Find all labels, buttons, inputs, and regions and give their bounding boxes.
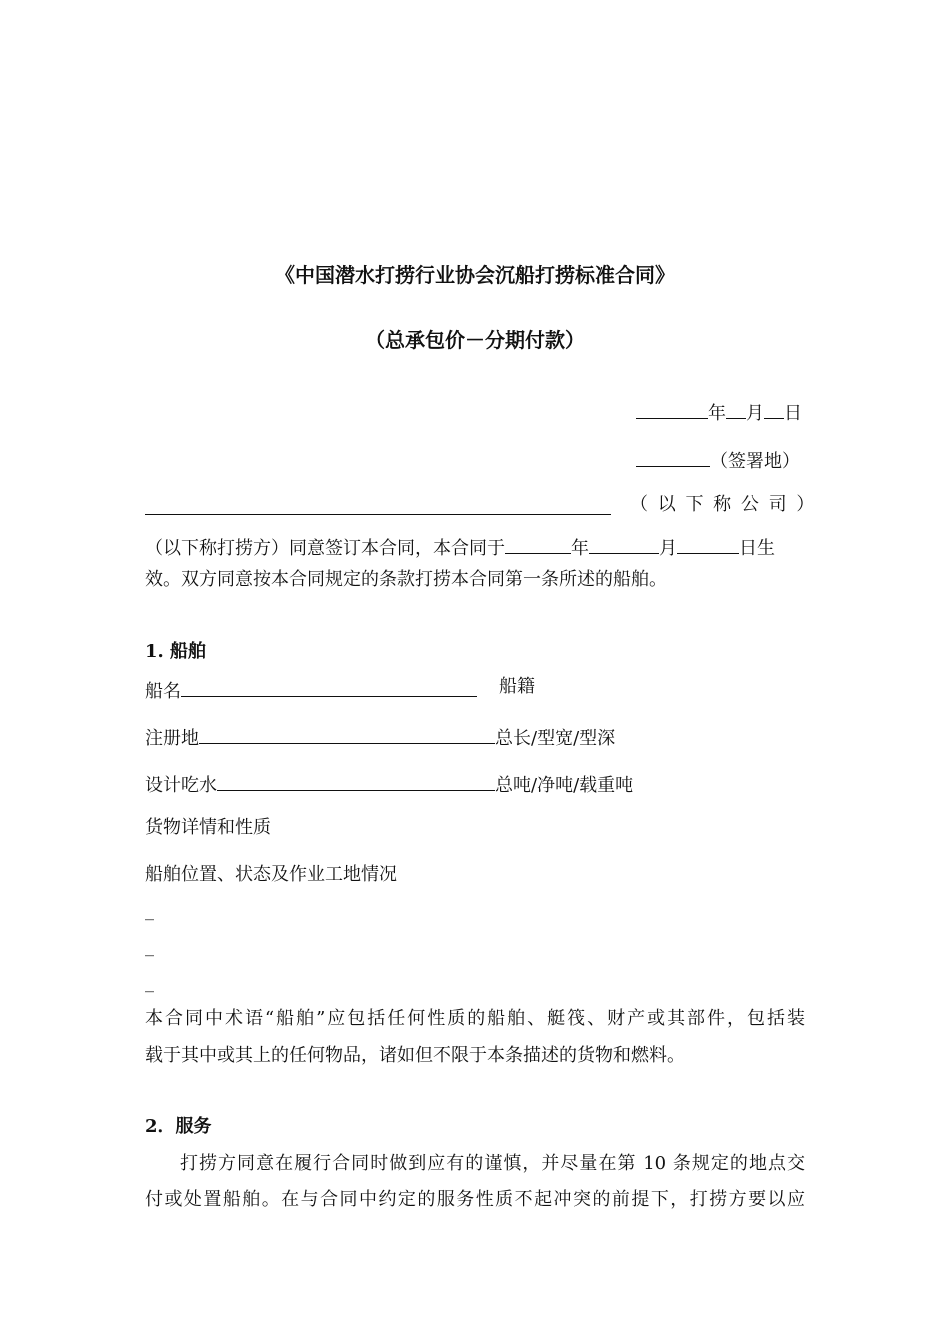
effective-day-blank[interactable]: [677, 535, 739, 554]
position-label: 船舶位置、状态及作业工地情况: [145, 864, 397, 885]
draft-row: [145, 772, 633, 795]
effective-year-label: 年: [571, 538, 589, 559]
sign-place-label: （签署地）: [710, 451, 800, 472]
intro-line-2: 效。双方同意按本合同规定的条款打捞本合同第一条所述的船舶。: [145, 569, 667, 590]
year-label: 年: [708, 403, 726, 424]
document-title: 《中国潜水打捞行业协会沉船打捞标准合同》: [275, 263, 675, 287]
blank-line-1: _: [145, 900, 154, 921]
ship-name-blank[interactable]: [181, 678, 477, 697]
blank-line-3: _: [145, 972, 154, 993]
nationality-label: 船籍: [499, 676, 535, 697]
dimensions-label: 总长/型宽/型深: [495, 728, 616, 749]
effective-day-label: 日生: [739, 538, 775, 559]
service-line-2: 付或处置船舶。在与合同中约定的服务性质不起冲突的前提下，打捞方要以应: [145, 1189, 805, 1210]
day-blank[interactable]: [764, 400, 784, 419]
ship-name-label: 船名: [145, 681, 181, 702]
registry-label: 注册地: [145, 728, 199, 749]
term-definition-line-1: 本合同中术语“船舶”应包括任何性质的船舶、艇筏、财产或其部件，包括装: [145, 1008, 805, 1029]
effective-month-label: 月: [659, 538, 677, 559]
draft-label: 设计吃水: [145, 775, 217, 796]
section-1-heading: 1. 船舶: [145, 641, 207, 662]
ship-name-row: [145, 678, 477, 701]
day-label: 日: [784, 403, 802, 424]
effective-month-blank[interactable]: [589, 535, 659, 554]
intro-line-1: [145, 535, 805, 558]
tonnage-label: 总吨/净吨/载重吨: [495, 775, 634, 796]
section-2-heading: 2．服务: [145, 1116, 212, 1137]
draft-blank[interactable]: [217, 772, 495, 791]
intro-text: （以下称打捞方）同意签订本合同，本合同于: [145, 538, 505, 559]
month-label: 月: [746, 403, 764, 424]
document-subtitle: （总承包价－分期付款）: [365, 328, 585, 352]
service-line-1: 打捞方同意在履行合同时做到应有的谨慎，并尽量在第 10 条规定的地点交: [180, 1153, 805, 1174]
registry-row: [145, 725, 615, 748]
registry-blank[interactable]: [199, 725, 495, 744]
company-blank[interactable]: [145, 496, 611, 515]
cargo-label: 货物详情和性质: [145, 817, 271, 838]
sign-place-blank[interactable]: [636, 448, 710, 467]
sign-place-line: [636, 448, 800, 471]
year-blank[interactable]: [636, 400, 708, 419]
term-definition-line-2: 载于其中或其上的任何物品，诸如但不限于本条描述的货物和燃料。: [145, 1045, 685, 1066]
date-line: [636, 400, 802, 423]
blank-line-2: _: [145, 936, 154, 957]
month-blank[interactable]: [726, 400, 746, 419]
effective-year-blank[interactable]: [505, 535, 571, 554]
company-note: （ 以 下 称 公 司 ）: [630, 494, 817, 515]
company-line: [145, 496, 611, 519]
